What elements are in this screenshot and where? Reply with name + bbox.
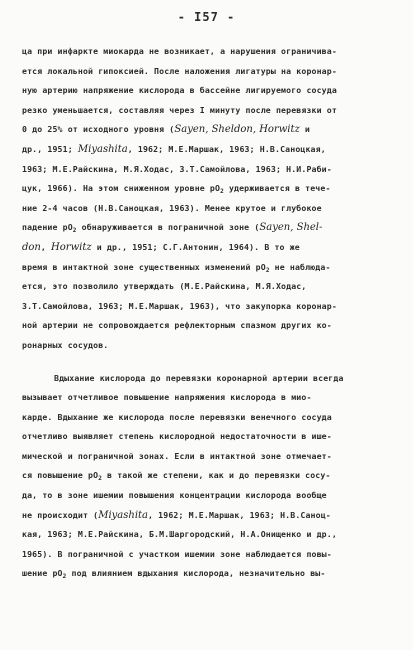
text: кая, 1963; М.Е.Райскина, Б.М.Шаргородский, Н.А.Онищенко и др.,	[22, 529, 337, 540]
text-line	[22, 277, 397, 297]
text: и др., 1951; С.Г.Антонин, 1964). В то же	[91, 241, 300, 252]
text-line	[22, 218, 397, 238]
text: не наблюда-	[269, 261, 331, 272]
text-line	[22, 179, 397, 199]
subscript: 2	[98, 475, 102, 483]
text: удерживается в тече-	[223, 183, 331, 194]
text: цук, 1966). На этом сниженном уровне pO	[22, 183, 221, 194]
text: 0 до 25% от исходного уровня (	[22, 124, 175, 135]
text: ной артерии не сопровождается рефлекторным спазмом других ко-	[22, 320, 332, 331]
text-line	[22, 160, 397, 180]
text: да, то в зоне ишемии повышения концентрации кислорода вообще	[22, 490, 327, 501]
handwritten-insert: Sayen, Sheldon, Horwitz	[174, 124, 300, 136]
text-line	[22, 408, 397, 428]
text: , 1962; М.Е.Маршак, 1963; Н.В.Саноцкая,	[127, 143, 326, 154]
text: др., 1951;	[22, 143, 73, 154]
handwritten-insert: Miyashita	[98, 509, 149, 521]
subscript: 2	[72, 227, 77, 235]
paragraph-1	[22, 42, 397, 356]
handwritten-insert: don	[22, 241, 41, 253]
text: , 1962; М.Е.Маршак, 1963; Н.В.Саноц-	[148, 509, 331, 520]
text: ную артерию напряжение кислорода в бассейне лигируемого сосуда	[22, 85, 337, 96]
text: ется, это позволило утверждать (М.Е.Райскина, М.Я.Ходас,	[22, 281, 307, 292]
text: ние 2-4 часов (Н.В.Саноцкая, 1963). Менее крутое и глубокое	[22, 202, 322, 213]
text: резко уменьшается, составляя через I минуту после перевязки от	[22, 104, 337, 115]
text: падение pO	[22, 222, 73, 233]
text: в такой же степени, как и до перевязки сосу-	[101, 470, 331, 481]
text: ронарных сосудов.	[22, 339, 109, 350]
text: ,	[40, 241, 52, 252]
text-line	[22, 369, 397, 389]
text-line	[22, 297, 397, 317]
text: ся повышение pO	[22, 470, 99, 481]
text: карде. Вдыхание же кислорода после перевязки венечного сосуда	[22, 411, 332, 422]
text-line	[22, 545, 397, 565]
subscript: 2	[62, 573, 67, 581]
text: ется локальной гипоксией. После наложения лигатуры на коронар-	[22, 65, 337, 76]
text: обнаруживается в пограничной зоне (	[76, 222, 260, 233]
text: мической и пограничной зонах. Если в интактной зоне отмечает-	[22, 450, 332, 461]
text-line	[22, 316, 397, 336]
subscript: 2	[265, 266, 270, 274]
text-line	[22, 120, 397, 140]
text-line	[22, 427, 397, 447]
text: отчетливо выявляет степень кислородной недостаточности в ише-	[22, 431, 332, 442]
text-line	[22, 199, 397, 219]
text-line	[22, 525, 397, 545]
text-line	[22, 62, 397, 82]
text-line	[22, 564, 397, 584]
text-line	[22, 81, 397, 101]
text: 1965). В пограничной с участком ишемии зоне наблюдается повы-	[22, 548, 332, 559]
text: Вдыхание кислорода до перевязки коронарной артерии всегда	[54, 372, 344, 383]
page-body	[22, 42, 397, 584]
text-line	[22, 101, 397, 121]
handwritten-insert: Horwitz	[51, 241, 92, 253]
paragraph-2	[22, 369, 397, 585]
text: время в интактной зоне существенных изменений pO	[22, 261, 266, 272]
text-line	[22, 388, 397, 408]
text-line	[22, 238, 397, 258]
handwritten-insert: Sayen, Shel-	[259, 222, 323, 234]
text: ца при инфаркте миокарда не возникает, а нарушения ограничива-	[22, 46, 337, 56]
text-line	[22, 466, 397, 486]
text: вызывает отчетливое повышение напряжения кислорода в мио-	[22, 392, 312, 403]
text: и	[299, 124, 310, 135]
text-line	[22, 447, 397, 467]
page-number: - I57 -	[177, 10, 236, 24]
subscript: 2	[220, 188, 224, 196]
text: под влиянием вдыхания кислорода, незначительно вы-	[66, 568, 326, 579]
text: шение pO	[22, 568, 63, 579]
text-line	[22, 486, 397, 506]
text-line	[22, 336, 397, 356]
text: З.Т.Самойлова, 1963; М.Е.Маршак, 1963), что закупорка коронар-	[22, 300, 337, 311]
text-line	[22, 506, 397, 526]
text-line	[22, 42, 397, 62]
text: не происходит (	[22, 509, 99, 520]
text-line	[22, 258, 397, 278]
paragraph-gap	[22, 356, 397, 369]
handwritten-insert: Miyashita	[77, 143, 128, 155]
text-line	[22, 140, 397, 160]
text: 1963; М.Е.Райскина, М.Я.Ходас, З.Т.Самойлова, 1963; Н.И.Раби-	[22, 163, 332, 174]
